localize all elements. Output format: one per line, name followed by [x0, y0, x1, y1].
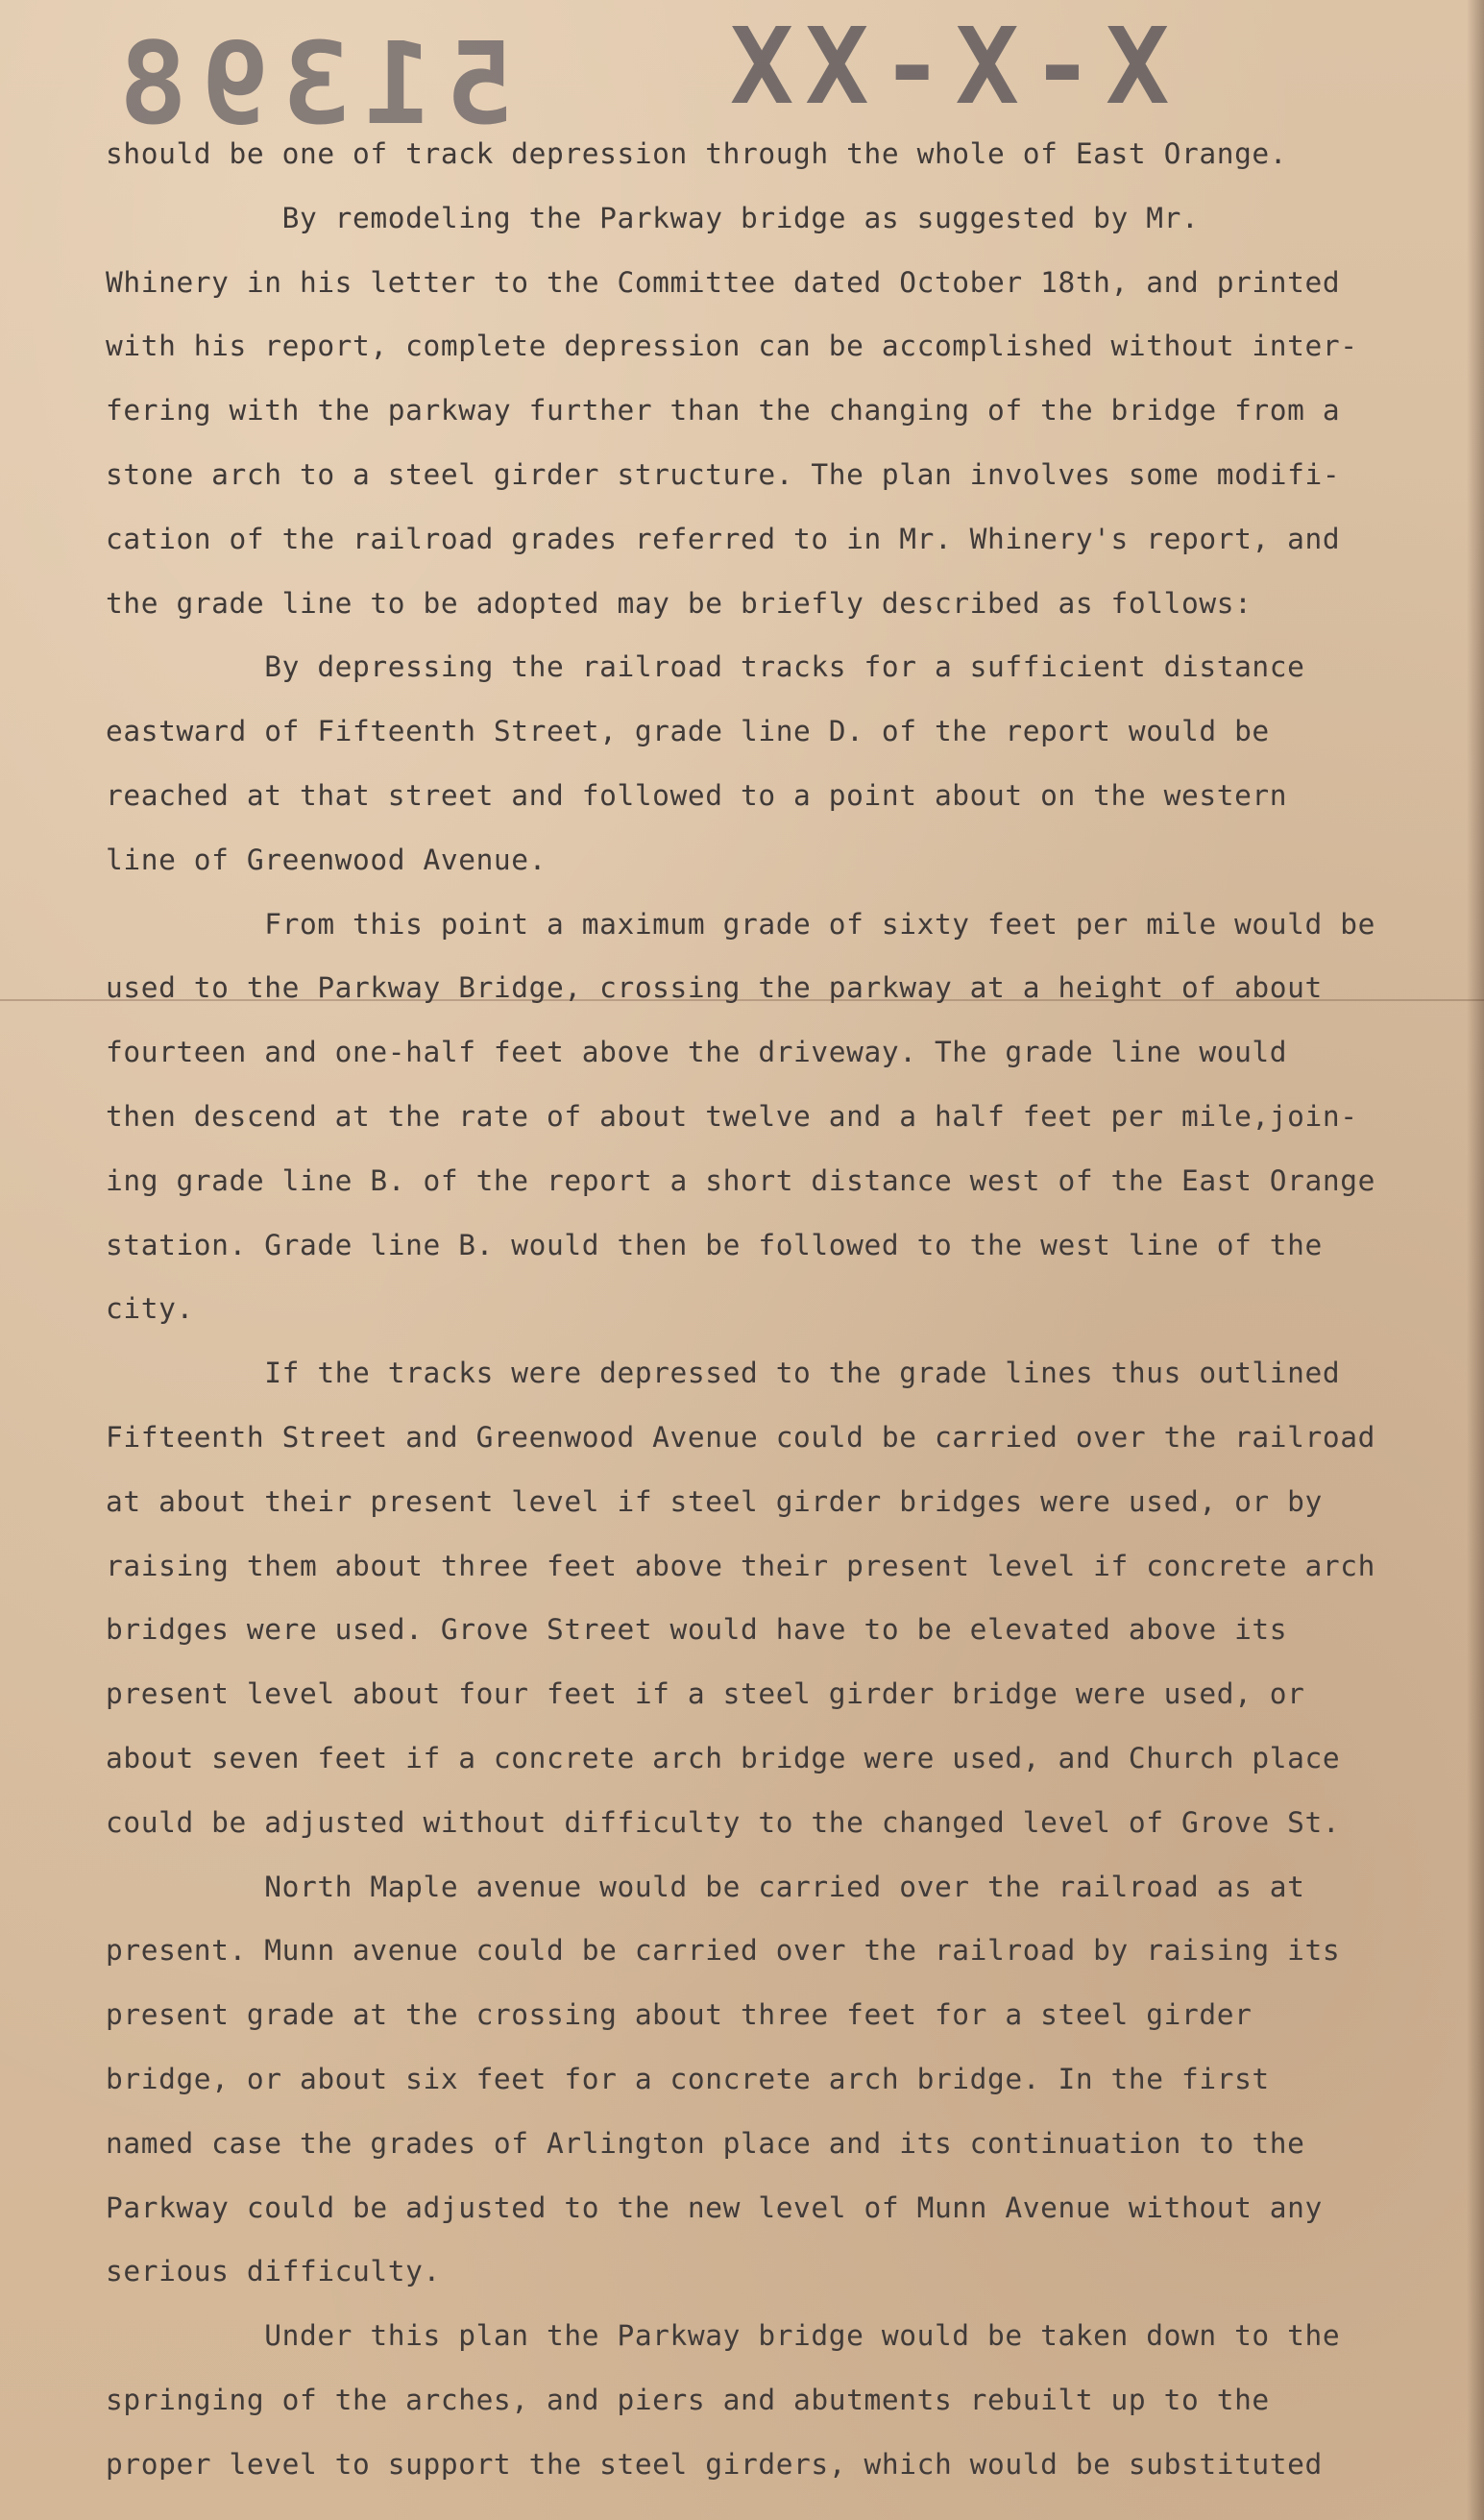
text-line: reached at that street and followed to a point about on the western: [106, 779, 1288, 812]
text-line: then descend at the rate of about twelve and a half feet per mile,join-: [106, 1100, 1358, 1133]
text-line: could be adjusted without difficulty to the changed level of Grove St.: [106, 1805, 1341, 1839]
text-line: Fifteenth Street and Greenwood Avenue could be carried over the railroad: [106, 1421, 1375, 1454]
text-line: serious difficulty.: [106, 2255, 441, 2288]
text-line: Whinery in his letter to the Committee dated October 18th, and printed: [106, 265, 1341, 299]
text-line: proper level to support the steel girders, which would be substituted: [106, 2447, 1323, 2481]
text-line: station. Grade line B. would then be followed to the west line of the: [106, 1228, 1323, 1261]
page-edge-shadow: [1467, 0, 1484, 2520]
text-line: with his report, complete depression can be accomplished without inter-: [106, 330, 1358, 363]
text-line: bridges were used. Grove Street would have to be elevated above its: [106, 1613, 1288, 1647]
text-line: Parkway could be adjusted to the new level of Munn Avenue without any: [106, 2190, 1323, 2224]
page-number-stamp: 51398: [106, 17, 515, 150]
text-line: present grade at the crossing about three feet for a steel girder: [106, 1998, 1253, 2032]
text-line: the grade line to be adopted may be briefly described as follows:: [106, 586, 1253, 620]
text-line: Under this plan the Parkway bridge would be taken down to the: [106, 2319, 1341, 2353]
text-line: cation of the railroad grades referred to in Mr. Whinery's report, and: [106, 522, 1341, 555]
text-line: By remodeling the Parkway bridge as suggested by Mr.: [106, 201, 1200, 234]
text-line: fering with the parkway further than the changing of the bridge from a: [106, 394, 1341, 428]
text-line: If the tracks were depressed to the grade lines thus outlined: [106, 1357, 1341, 1390]
text-line: bridge, or about six feet for a concrete arch bridge. In the first: [106, 2063, 1270, 2095]
text-line: From this point a maximum grade of sixty feet per mile would be: [106, 907, 1375, 941]
text-line: city.: [106, 1292, 194, 1326]
text-line: used to the Parkway Bridge, crossing the parkway at a height of about: [106, 971, 1323, 1005]
text-line: about seven feet if a concrete arch bridge were used, and Church place: [106, 1742, 1341, 1774]
text-line: present level about four feet if a steel girder bridge were used, or: [106, 1677, 1305, 1711]
text-line: present. Munn avenue could be carried over the railroad by raising its: [106, 1934, 1341, 1968]
text-line: eastward of Fifteenth Street, grade line D. of the report would be: [106, 715, 1270, 748]
text-line: stone arch to a steel girder structure. The plan involves some modifi-: [106, 458, 1341, 491]
text-line: line of Greenwood Avenue.: [106, 843, 547, 876]
text-line: at about their present level if steel girder bridges were used, or by: [106, 1484, 1323, 1518]
text-line: springing of the arches, and piers and abutments rebuilt up to the: [106, 2384, 1270, 2416]
text-line: raising them about three feet above their present level if concrete arch: [106, 1549, 1375, 1582]
text-line: fourteen and one-half feet above the driveway. The grade line would: [106, 1036, 1288, 1069]
text-line: ing grade line B. of the report a short distance west of the East Orange: [106, 1163, 1375, 1197]
text-line: named case the grades of Arlington place and its continuation to the: [106, 2126, 1305, 2160]
text-line: By depressing the railroad tracks for a sufficient distance: [106, 650, 1305, 684]
text-line: should be one of track depression through the whole of East Orange.: [106, 137, 1288, 170]
text-line: North Maple avenue would be carried over the railroad as at: [106, 1870, 1305, 1903]
typed-strikeout-mark: XX-X-X: [730, 5, 1181, 128]
